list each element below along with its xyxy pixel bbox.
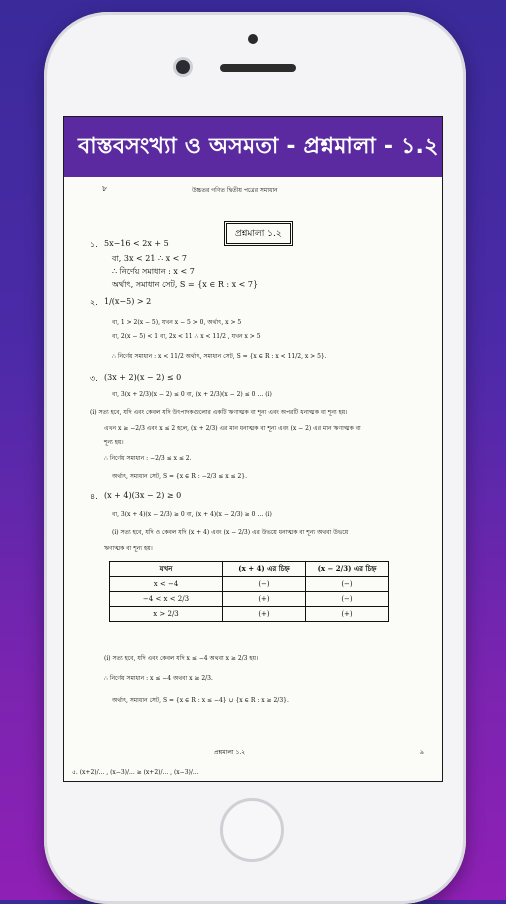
q4-line: ঋণাত্মক বা শূন্য হয়। <box>104 545 153 552</box>
table-cell: (−) <box>306 592 389 607</box>
q2-line: 1/(x−5) > 2 <box>104 297 152 306</box>
q4-number: ৪. <box>90 492 98 501</box>
table-header: যখন <box>110 562 223 577</box>
q2-line: ∴ নির্ণেয় সমাধান : x < 11/2 অর্থাৎ, সমাধান সেট, S = {x ∈ R : x < 11/2, x > 5}. <box>112 353 327 360</box>
q1-line: ∴ নির্ণেয় সমাধান : x < 7 <box>112 267 195 276</box>
table-header-row <box>110 562 389 577</box>
table-cell: −4 < x < 2/3 <box>110 592 223 607</box>
q3-line: (3x + 2)(x − 2) ≤ 0 <box>104 373 182 382</box>
q4-line: (i) সত্য হবে, যদি এবং কেবল যদি x ≤ −4 অথবা x ≥ 2/3 হয়। <box>104 655 259 662</box>
app-screen <box>63 116 443 782</box>
q3-number: ৩. <box>90 374 98 383</box>
q1-line: অর্থাৎ, সমাধান সেট, S = {x ∈ R : x < 7} <box>112 280 259 289</box>
table-header: (x + 4) এর চিহ্ন <box>223 562 306 577</box>
q3-line: ∴ নির্ণেয় সমাধান : −2/3 ≤ x ≤ 2. <box>104 455 192 462</box>
exercise-title-box: প্রশ্নমালা ১.২ <box>224 221 293 246</box>
page-footer: প্রশ্নমালা ১.২ <box>214 749 246 756</box>
app-title: বাস্তবসংখ্যা ও অসমতা - প্রশ্নমালা - ১.২ <box>78 133 439 159</box>
front-camera <box>176 60 190 74</box>
q4-line: (x + 4)(3x − 2) ≥ 0 <box>104 491 182 500</box>
table-cell: (−) <box>223 577 306 592</box>
table-cell: (+) <box>223 592 306 607</box>
q3-line: এখন x ≥ −2/3 এবং x ≤ 2 হলে, (x + 2/3) এর মান ধনাত্মক বা শূন্য এবং (x − 2) এর মান ঋণাত্মক বা <box>104 425 361 432</box>
table-cell: (+) <box>306 607 389 622</box>
home-button[interactable] <box>220 798 284 862</box>
q1-line: বা, 3x < 21 ∴ x < 7 <box>112 254 187 263</box>
q5-line: ৫. (x+2)/... , (x−3)/... ≥ (x+2)/... , (x−3)/... <box>72 769 199 776</box>
table-cell: x > 2/3 <box>110 607 223 622</box>
q4-line: অর্থাৎ, সমাধান সেট, S = {x ∈ R : x ≤ −4} ∪ {x ∈ R : x ≥ 2/3}. <box>112 697 289 704</box>
q3-line: অর্থাৎ, সমাধান সেট, S = {x ∈ R : −2/3 ≤ x ≤ 2}. <box>112 473 248 480</box>
sign-table <box>109 561 389 622</box>
earpiece-speaker <box>220 64 296 72</box>
table-row <box>110 607 389 622</box>
page-number-top: ৮ <box>102 184 108 193</box>
app-title-bar <box>64 117 442 177</box>
q2-line: বা, 1 > 2(x − 5), যখন x − 5 > 0, অর্থাৎ, x > 5 <box>112 319 242 326</box>
table-header: (x − 2/3) এর চিহ্ন <box>306 562 389 577</box>
sensor-dot <box>248 34 258 44</box>
q2-number: ২. <box>90 298 98 307</box>
table-cell: x < −4 <box>110 577 223 592</box>
q2-line: বা, 2(x − 5) < 1 বা, 2x < 11 ∴ x < 11/2 , যখন x > 5 <box>112 333 261 340</box>
page-number-bottom: ৯ <box>420 749 424 756</box>
textbook-page-scan[interactable] <box>64 177 442 782</box>
q4-line: (i) সত্য হবে, যদি ও কেবল যদি (x + 4) এবং (x − 2/3) এর উভয়ে ধনাত্মক বা শূন্য অথবা উভয়ে <box>112 529 349 536</box>
q4-line: ∴ নির্ণেয় সমাধান : x ≤ −4 অথবা x ≥ 2/3. <box>104 675 213 682</box>
table-cell: (+) <box>223 607 306 622</box>
q4-line: বা, 3(x + 4)(x − 2/3) ≥ 0 বা, (x + 4)(x − 2/3) ≥ 0 … (i) <box>112 511 272 518</box>
q3-line: বা, 3(x + 2/3)(x − 2) ≤ 0 বা, (x + 2/3)(x − 2) ≤ 0 … (i) <box>112 391 272 398</box>
q1-line: 5x−16 < 2x + 5 <box>104 239 169 248</box>
table-row <box>110 592 389 607</box>
q3-line: (i) সত্য হবে, যদি এবং কেবল যদি উৎপাদকগুলোর একটি ঋণাত্মক বা শূন্য এবং অপরটি ধনাত্মক বা শূন্য হয়। <box>90 409 348 416</box>
q1-number: ১. <box>90 240 98 249</box>
table-cell: (−) <box>306 577 389 592</box>
page-header: উচ্চতর গণিত দ্বিতীয় পত্রের সমাধান <box>192 187 278 194</box>
table-row <box>110 577 389 592</box>
q3-line: শূন্য হয়। <box>104 439 124 446</box>
